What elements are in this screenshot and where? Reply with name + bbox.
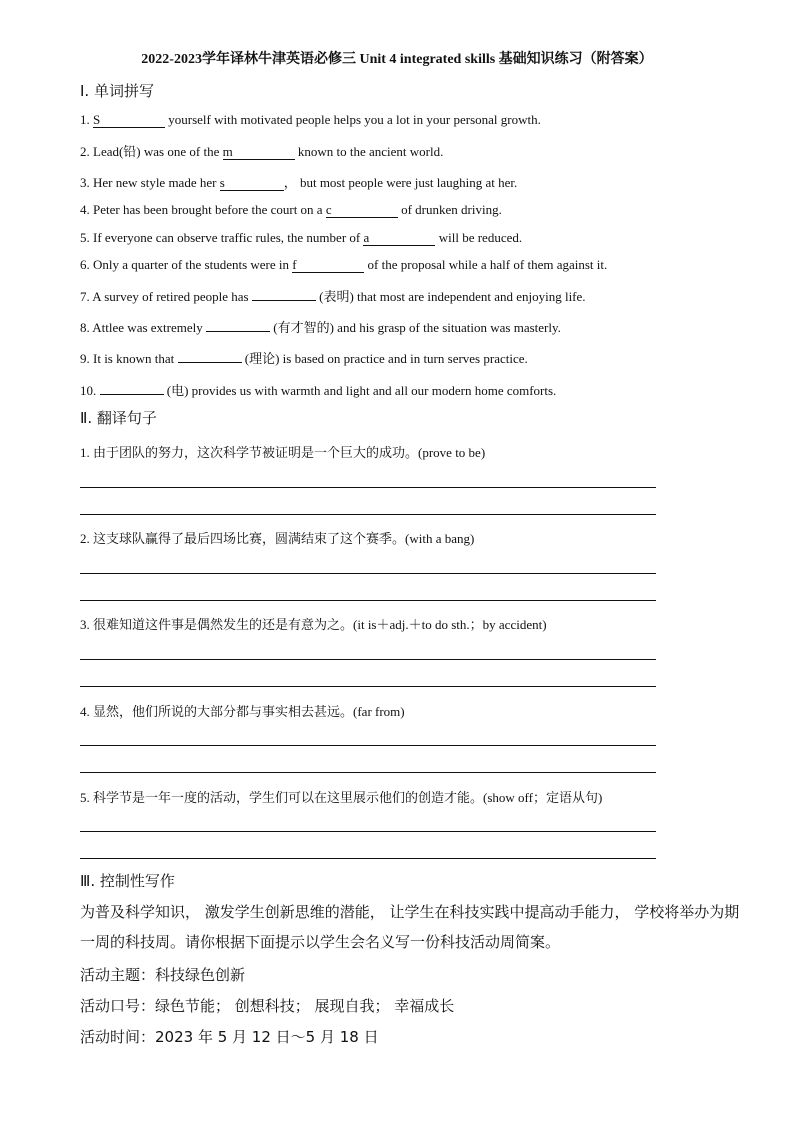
hint-letter: f bbox=[292, 257, 297, 272]
translation-item-4 bbox=[80, 701, 405, 720]
vocab-item-6 bbox=[80, 257, 607, 273]
item-after: will be reduced. bbox=[435, 230, 523, 245]
vocab-item-5 bbox=[80, 230, 522, 246]
item-number: 9. bbox=[80, 351, 90, 366]
section-2-heading: Ⅱ. 翻译句子 bbox=[80, 409, 157, 427]
answer-blank[interactable] bbox=[178, 362, 242, 363]
item-after: of drunken driving. bbox=[397, 202, 502, 217]
chinese-sentence: 显然，他们所说的大部分都与事实相去甚远。 bbox=[93, 704, 354, 719]
answer-blank[interactable] bbox=[206, 331, 270, 332]
hint-letter: s bbox=[219, 175, 225, 190]
vocab-item-4 bbox=[80, 202, 502, 218]
section-3-heading: Ⅲ. 控制性写作 bbox=[80, 872, 175, 890]
answer-blank[interactable] bbox=[220, 176, 284, 191]
item-before: Her new style made her bbox=[93, 175, 220, 190]
item-before: If everyone can observe traffic rules, the number of bbox=[93, 230, 364, 245]
vocab-item-8 bbox=[80, 317, 561, 336]
vocab-item-9 bbox=[80, 348, 528, 367]
item-before: Attlee was extremely bbox=[92, 320, 207, 335]
item-number: 2. bbox=[80, 144, 90, 159]
answer-line[interactable] bbox=[80, 745, 656, 746]
answer-line[interactable] bbox=[80, 772, 656, 773]
answer-line[interactable] bbox=[80, 686, 656, 687]
item-number: 5. bbox=[80, 790, 90, 805]
item-after: known to the ancient world. bbox=[294, 144, 444, 159]
item-number: 4. bbox=[80, 202, 90, 217]
answer-line[interactable] bbox=[80, 858, 656, 859]
answer-line[interactable] bbox=[80, 487, 656, 488]
item-number: 5. bbox=[80, 230, 90, 245]
vocab-item-1 bbox=[80, 112, 541, 128]
item-before: It is known that bbox=[93, 351, 178, 366]
chinese-sentence: 这支球队赢得了最后四场比赛，圆满结束了这个赛季。 bbox=[93, 531, 406, 546]
hint: (with a bang) bbox=[405, 531, 475, 546]
item-number: 1. bbox=[80, 445, 90, 460]
item-before: A survey of retired people has bbox=[92, 289, 252, 304]
item-number: 6. bbox=[80, 257, 90, 272]
writing-prompt: 为普及科学知识， 激发学生创新思维的潜能， 让学生在科技实践中提高动手能力， 学校将举办为期一周的科技周。请你根据下面提示以学生会名义写一份科技活动周简案。 bbox=[80, 903, 740, 951]
activity-time: 活动时间：2023 年 5 月 12 日～5 月 18 日 bbox=[80, 1028, 379, 1046]
answer-line[interactable] bbox=[80, 600, 656, 601]
item-after: ， but most people were just laughing at her. bbox=[283, 175, 518, 190]
answer-blank[interactable] bbox=[252, 300, 316, 301]
chinese-sentence: 很难知道这件事是偶然发生的还是有意为之。 bbox=[93, 617, 354, 632]
item-number: 2. bbox=[80, 531, 90, 546]
answer-blank[interactable] bbox=[363, 231, 435, 246]
chinese-sentence: 科学节是一年一度的活动，学生们可以在这里展示他们的创造才能。 bbox=[93, 790, 484, 805]
item-number: 3. bbox=[80, 175, 90, 190]
chinese-sentence: 由于团队的努力，这次科学节被证明是一个巨大的成功。 bbox=[93, 445, 419, 460]
activity-theme: 活动主题：科技绿色创新 bbox=[80, 966, 246, 984]
item-number: 10. bbox=[80, 383, 97, 398]
answer-line[interactable] bbox=[80, 659, 656, 660]
answer-blank[interactable] bbox=[100, 394, 164, 395]
item-before: Only a quarter of the students were in bbox=[93, 257, 293, 272]
hint: (prove to be) bbox=[418, 445, 486, 460]
item-after: (表明) that most are independent and enjoying life. bbox=[315, 289, 586, 304]
answer-line[interactable] bbox=[80, 831, 656, 832]
hint: (far from) bbox=[353, 704, 405, 719]
translation-item-1 bbox=[80, 442, 485, 461]
vocab-item-3 bbox=[80, 172, 517, 191]
item-after: (理论) is based on practice and in turn serves practice. bbox=[241, 351, 528, 366]
item-number: 3. bbox=[80, 617, 90, 632]
page-title: 2022-2023学年译林牛津英语必修三 Unit 4 integrated skills 基础知识练习（附答案） bbox=[141, 52, 653, 67]
item-number: 4. bbox=[80, 704, 90, 719]
hint-letter: S bbox=[93, 112, 101, 127]
answer-blank[interactable] bbox=[292, 258, 364, 273]
item-after: yourself with motivated people helps you a lot in your personal growth. bbox=[165, 112, 541, 127]
answer-line[interactable] bbox=[80, 514, 656, 515]
item-number: 7. bbox=[80, 289, 90, 304]
answer-blank[interactable] bbox=[326, 203, 398, 218]
hint-letter: a bbox=[363, 230, 370, 245]
translation-item-3 bbox=[80, 614, 547, 633]
item-after: (有才智的) and his grasp of the situation was masterly. bbox=[270, 320, 561, 335]
item-before: Peter has been brought before the court on a bbox=[93, 202, 326, 217]
item-after: (电) provides us with warmth and light and all our modern home comforts. bbox=[163, 383, 557, 398]
translation-item-5 bbox=[80, 787, 602, 806]
activity-slogan: 活动口号：绿色节能； 创想科技； 展现自我； 幸福成长 bbox=[80, 997, 455, 1015]
answer-blank[interactable] bbox=[223, 145, 295, 160]
vocab-item-2 bbox=[80, 141, 443, 160]
vocab-item-10 bbox=[80, 380, 556, 399]
hint-letter: c bbox=[325, 202, 332, 217]
item-before: Lead(铅) was one of the bbox=[93, 144, 223, 159]
translation-item-2 bbox=[80, 528, 474, 547]
item-number: 8. bbox=[80, 320, 90, 335]
hint: (it is＋adj.＋to do sth.；by accident) bbox=[353, 617, 547, 632]
hint-letter: m bbox=[222, 144, 233, 159]
hint: (show off；定语从句) bbox=[483, 790, 603, 805]
section-1-heading: Ⅰ. 单词拼写 bbox=[80, 82, 154, 100]
answer-blank[interactable] bbox=[93, 113, 165, 128]
item-after: of the proposal while a half of them against it. bbox=[364, 257, 608, 272]
vocab-item-7 bbox=[80, 286, 586, 305]
answer-line[interactable] bbox=[80, 573, 656, 574]
item-number: 1. bbox=[80, 112, 90, 127]
